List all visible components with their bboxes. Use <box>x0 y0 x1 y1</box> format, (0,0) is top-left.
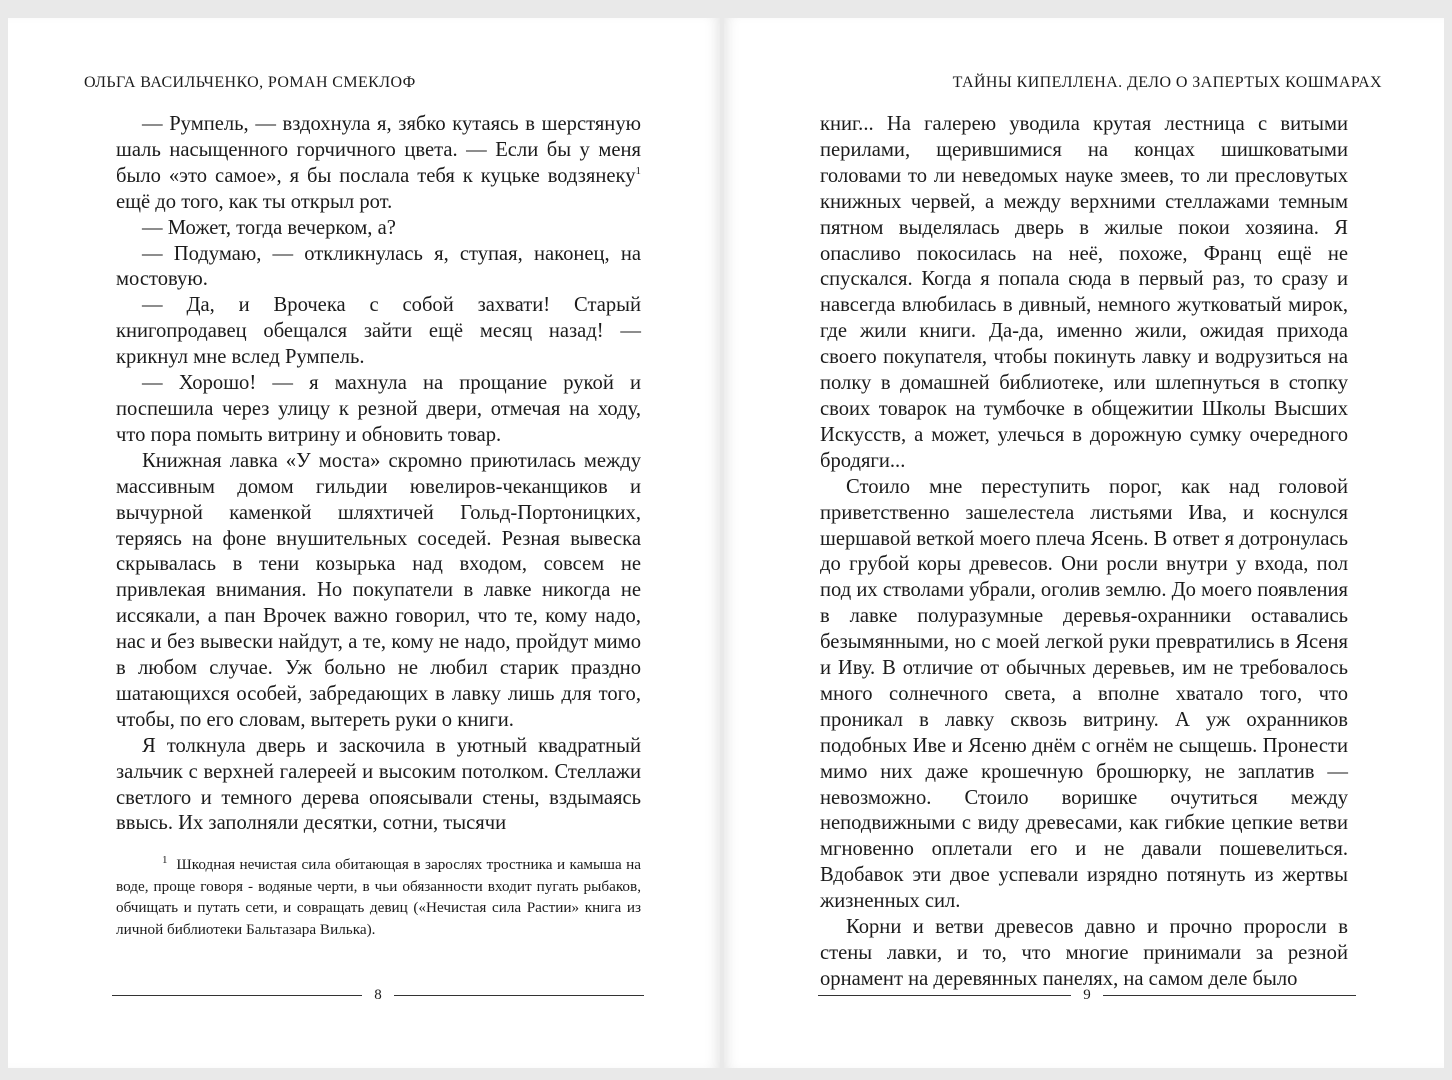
running-head-authors: ОЛЬГА ВАСИЛЬЧЕНКО, РОМАН СМЕКЛОФ <box>84 74 416 91</box>
footnote-marker: 1 <box>162 853 168 866</box>
page-number: 8 <box>374 986 382 1003</box>
folio-left <box>112 983 644 1007</box>
paragraph: — Хорошо! — я махнула на прощание рукой и поспешила через улицу к резной двери, отмечая на ходу, что пора помыть витрину и обновить товар. <box>116 372 641 446</box>
paragraph: Корни и ветви древесов давно и прочно проросли в стены лавки, и то, что многие принимали за резной орнамент на деревянных панелях, на самом деле было <box>820 916 1348 990</box>
paragraph: Книжная лавка «У моста» скромно приютилась между массивным домом гильдии ювелиров-чеканщиков и вычурной каменкой шляхтичей Гольд-Портоницких, теряясь на фоне внушительных соседей. Резная вывеска скрывалась в тени козырька над входом, совсем не привлекая внимания. Но покупатели в лавке никогда не иссякали, а пан Врочек важно говорил, что те, кому надо, нас и без вывески найдут, а те, кому не надо, пройдут мимо в любом случае. Уж больно не любил старик праздно шатающихся особей, забредающих в лавку лишь для того, чтобы, по его словам, вытереть руки о книги. <box>116 449 641 731</box>
folio-right <box>818 983 1356 1007</box>
paragraph: Стоило мне переступить порог, как над головой приветственно зашелестела листьями Ива, и коснулся шершавой веткой моего плеча Ясень. В ответ я дотронулась до грубой коры древесов. Они росли внутри у входа, пол под их стволами убрали, оголив землю. До моего появления в лавке полуразумные деревья-охранники оставались безымянными, но с моей легкой руки превратились в Ясеня и Иву. В отличие от обычных деревьев, им не требовалось много солнечного света, а вполне хватало того, что проникал в лавку сквозь витрину. А уж охранников подобных Иве и Ясеню днём с огнём не сыщешь. Пронести мимо них даже крошечную брошюрку, не заплатив — невозможно. Стоило воришке очутиться между неподвижными с виду древесами, как гибкие цепкие ветви мгновенно оплетали его и не давали пошевелиться. Вдобавок эти двое успевали изрядно потянуть из жертвы жизненных сил. <box>820 475 1348 913</box>
left-page <box>8 18 720 1068</box>
footnote-text: Шкодная нечистая сила обитающая в зарослях тростника и камыша на воде, проще говоря - водяные черти, в чьи обязанности входит пугать рыбаков, обчищать и путать сети, и совращать девиц («Нечистая сила Растии» книга из личной библиотеки Бальтазара Вилька). <box>116 856 641 938</box>
folio-rule <box>112 995 362 996</box>
folio-rule <box>818 995 1071 996</box>
left-body-text <box>116 112 641 837</box>
paragraph: книг... На галерею уводила крутая лестница с витыми перилами, щерившимися на концах шишковатыми головами то ли неведомых науке змеев, то ли пресловутых книжных червей, а между верхними стеллажами темным пятном выделялась дверь в жилые покои хозяина. Я опасливо покосилась на неё, похоже, Франц ещё не спускался. Когда я попала сюда в первый раз, то сразу и навсегда влюбилась в дивный, немного жутковатый мирок, где жили книги. Да-да, именно жили, ожидая прихода своего покупателя, чтобы покинуть лавку и водрузиться на полку в домашней библиотеке, или шлепнуться в стопку своих товарок на тумбочке в общежитии Школы Высших Искусств, а может, улечься в дорожную сумку очередного бродяги... <box>820 113 1348 472</box>
footnote-reference[interactable]: 1 <box>635 164 641 177</box>
paragraph: Я толкнула дверь и заскочила в уютный квадратный зальчик с верхней галереей и высоким потолком. Стеллажи светлого и темного дерева опоясывали стены, вздымаясь ввысь. Их заполняли десятки, сотни, тысячи <box>116 734 641 835</box>
right-body-text <box>820 112 1348 993</box>
paragraph: — Подумаю, — откликнулась я, ступая, наконец, на мостовую. <box>116 242 641 291</box>
paragraph: — Может, тогда вечерком, а? <box>142 216 396 239</box>
folio-rule <box>394 995 644 996</box>
folio-rule <box>1103 995 1356 996</box>
paragraph: — Да, и Врочека с собой захвати! Старый книгопродавец обещался зайти ещё месяц назад! — крикнул мне вслед Румпель. <box>116 294 641 369</box>
paragraph: — Румпель, — вздохнула я, зябко кутаясь в шерстяную шаль насыщенного горчичного цвета. — Если бы у меня было «это самое», я бы послала тебя к куцьке водзянеку$^1$ ещё до того, как ты открыл рот. <box>116 113 641 213</box>
running-head-title: ТАЙНЫ КИПЕЛЛЕНА. ДЕЛО О ЗАПЕРТЫХ КОШМАРАХ <box>952 74 1382 91</box>
footnote <box>116 854 641 940</box>
page-number: 9 <box>1083 986 1091 1003</box>
right-page <box>724 18 1444 1068</box>
